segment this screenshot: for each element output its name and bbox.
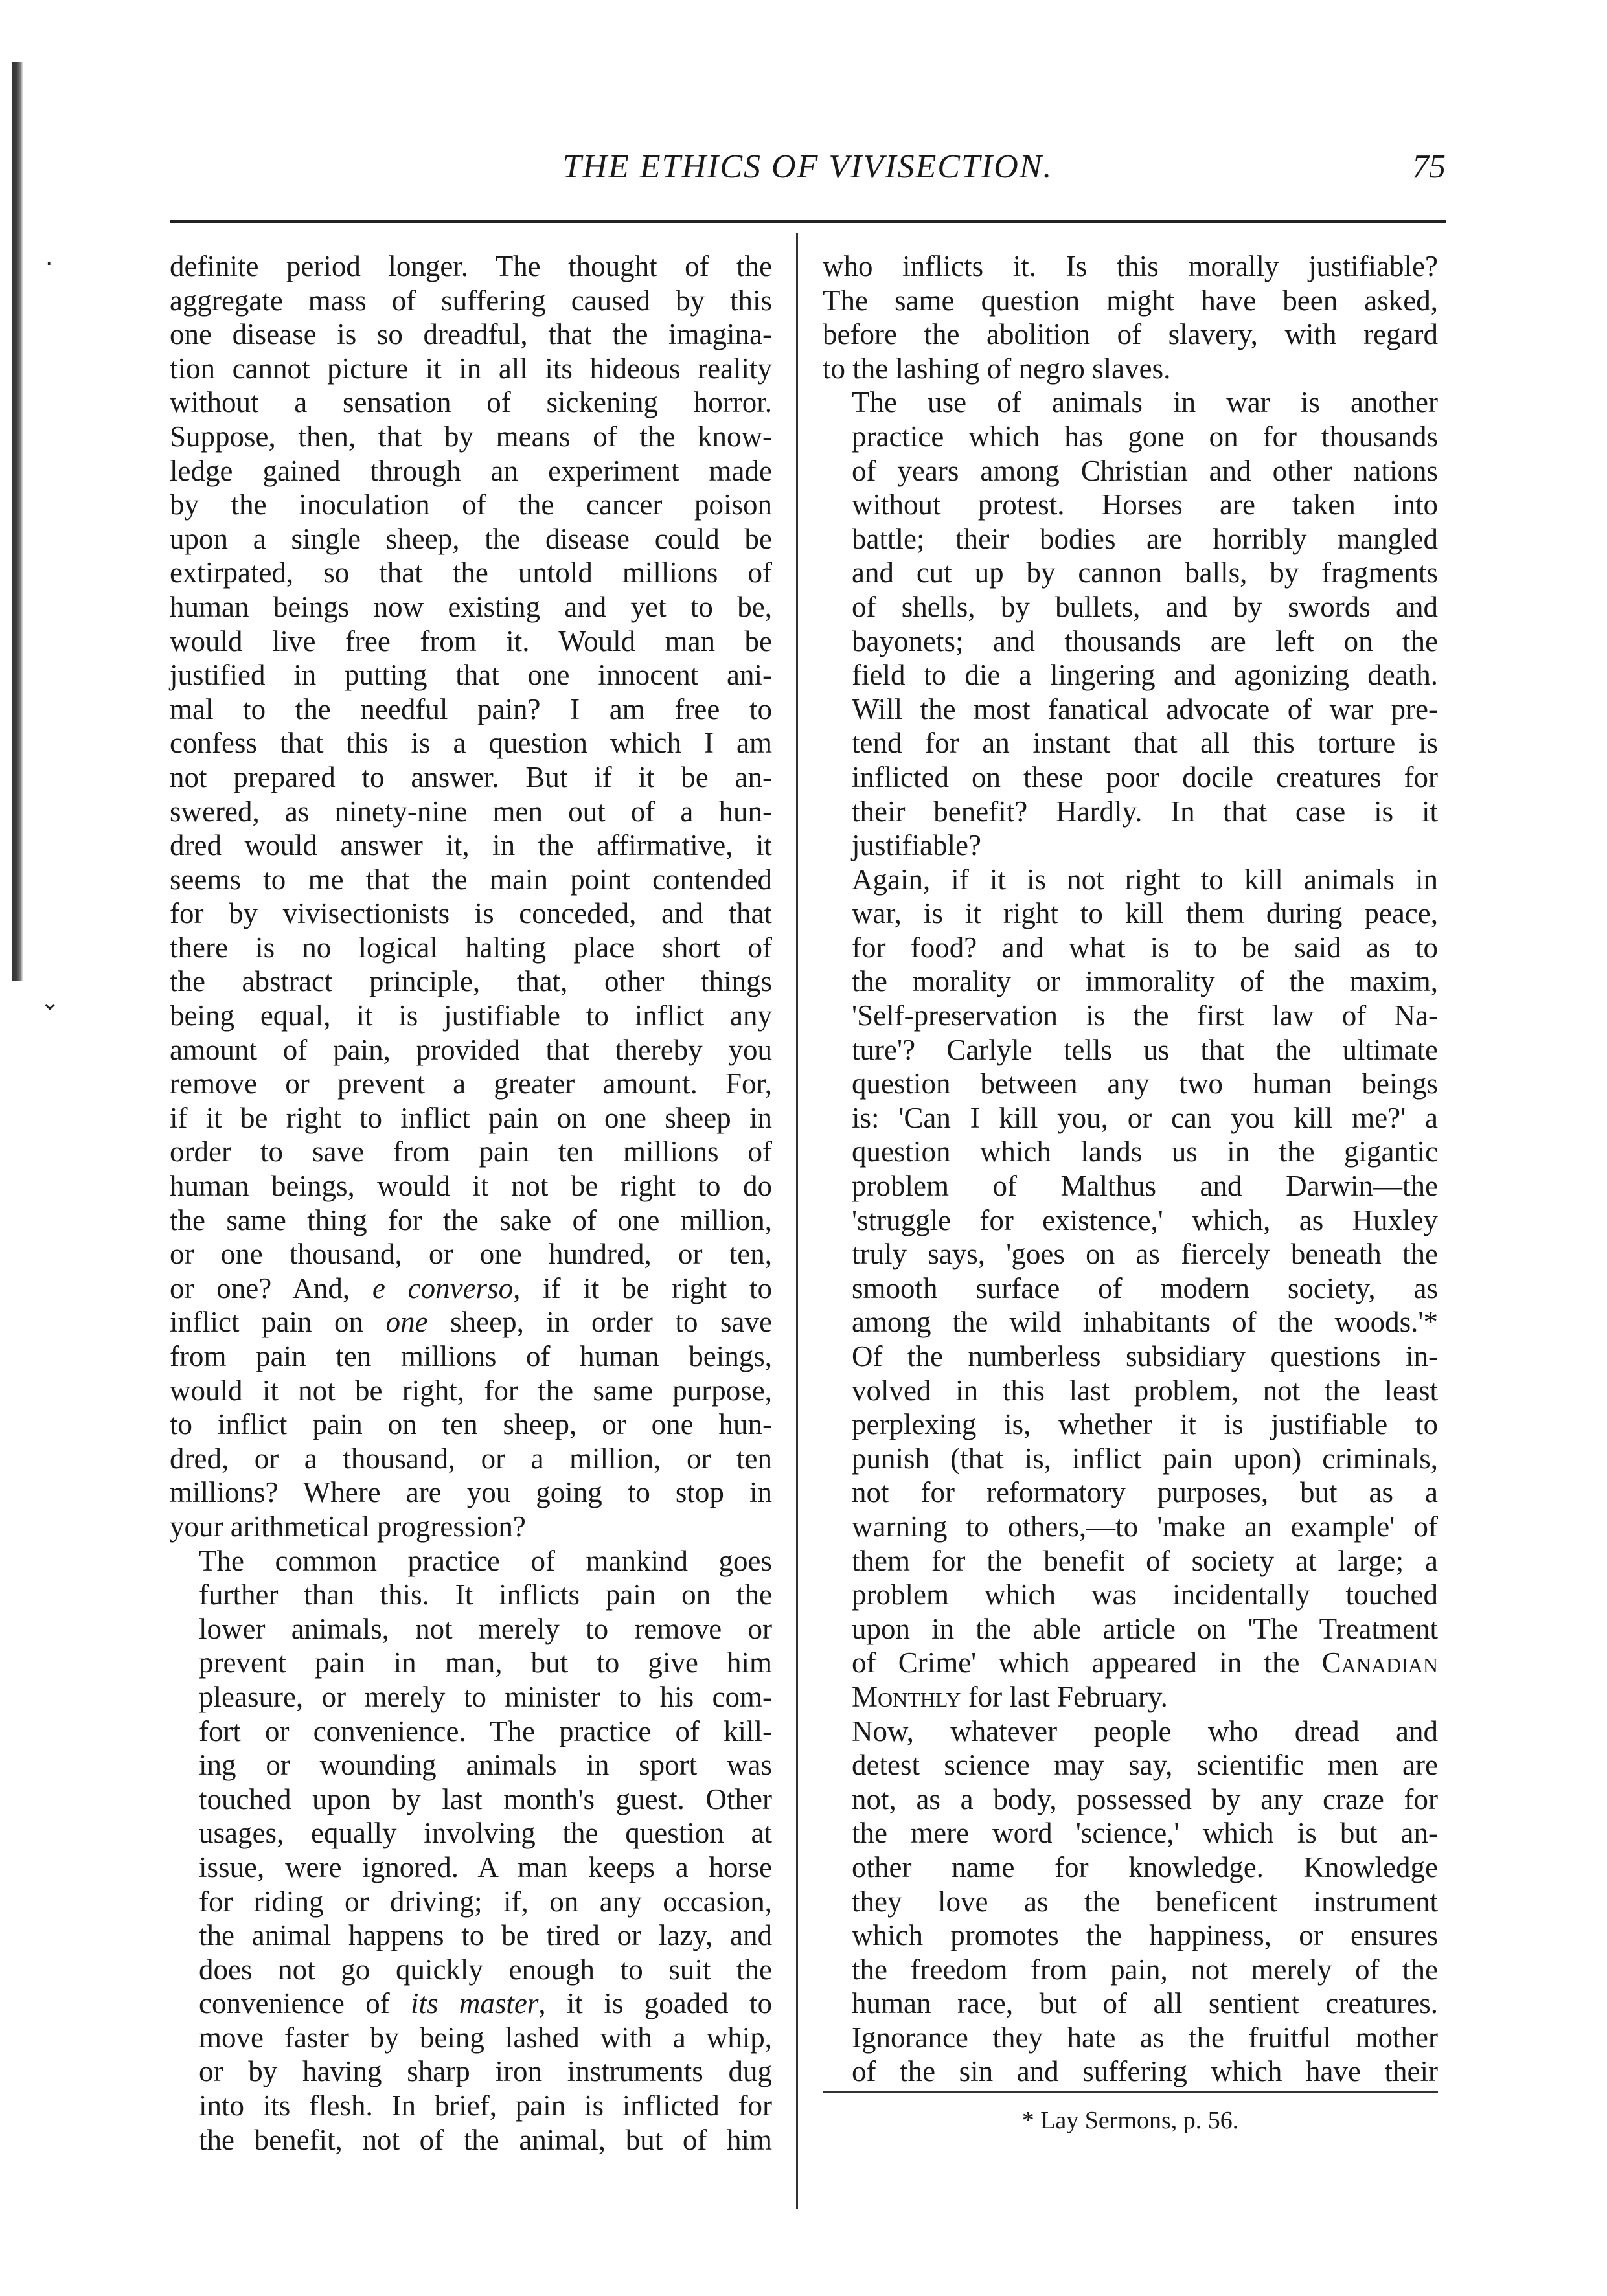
text-line: the abstract principle, that, other things	[170, 965, 772, 998]
text-line: touched upon by last month's guest. Other	[199, 1782, 772, 1815]
left-column	[170, 249, 772, 2157]
journal-name: Monthly	[852, 1680, 961, 1713]
running-title: THE ETHICS OF VIVISECTION.	[562, 148, 1053, 185]
text-line: the benefit, not of the animal, but of him	[199, 2123, 772, 2156]
header-rule	[170, 220, 1446, 223]
text-line: for by vivisectionists is conceded, and that	[170, 897, 772, 930]
text-line: there is no logical halting place short of	[170, 931, 772, 964]
text-run: or one? And,	[170, 1271, 372, 1304]
text-line: justifiable?	[852, 829, 981, 862]
text-line: they love as the beneficent instrument	[852, 1885, 1438, 1918]
text-line: issue, were ignored. A man keeps a horse	[199, 1850, 772, 1883]
text-line: without protest. Horses are taken into	[852, 488, 1438, 521]
text-line: the mere word 'science,' which is but an-	[852, 1817, 1438, 1850]
paragraph-left-2	[170, 1544, 772, 2157]
text-line: their benefit? Hardly. In that case is it	[852, 795, 1438, 828]
text-line: of shells, by bullets, and by swords and	[852, 590, 1438, 623]
text-line: ing or wounding animals in sport was	[199, 1749, 772, 1782]
text-line: Will the most fanatical advocate of war pre-	[852, 692, 1438, 725]
italic-text: e converso	[372, 1271, 514, 1304]
text-line: the animal happens to be tired or lazy, and	[199, 1919, 772, 1952]
text-line: the same thing for the sake of one million,	[170, 1203, 772, 1236]
text-line: move faster by being lashed with a whip,	[199, 2021, 772, 2054]
italic-text: one	[385, 1306, 428, 1339]
text-line	[170, 1271, 772, 1306]
paragraph-right-3	[823, 863, 1438, 1714]
footnote-rule	[823, 2091, 1438, 2093]
text-line: is: 'Can I kill you, or can you kill me?' a	[852, 1101, 1438, 1134]
text-line: lower animals, not merely to remove or	[199, 1612, 772, 1645]
text-line: ture'? Carlyle tells us that the ultimate	[852, 1033, 1438, 1066]
text-line: 'struggle for existence,' which, as Huxley	[852, 1203, 1438, 1236]
text-run: for last February.	[961, 1680, 1168, 1713]
text-line: human beings now existing and yet to be,	[170, 590, 772, 623]
text-line	[823, 1680, 1438, 1714]
text-line: your arithmetical progression?	[170, 1510, 526, 1543]
text-line: The common practice of mankind goes	[199, 1544, 772, 1577]
text-line: problem which was incidentally touched	[852, 1578, 1438, 1611]
paragraph-right-1	[823, 249, 1438, 385]
text-line: further than this. It inflicts pain on the	[199, 1578, 772, 1611]
text-line: would live free from it. Would man be	[170, 624, 772, 657]
text-line: aggregate mass of suffering caused by this	[170, 284, 772, 317]
scan-speck: ⌄	[40, 989, 60, 1016]
text-line: swered, as ninety-nine men out of a hun-	[170, 795, 772, 828]
text-line: human beings, would it not be right to do	[170, 1170, 772, 1203]
text-line: or by having sharp iron instruments dug	[199, 2055, 772, 2088]
right-column	[823, 249, 1438, 2089]
text-line: Now, whatever people who dread and	[852, 1714, 1438, 1747]
text-line: detest science may say, scientific men are	[852, 1749, 1438, 1782]
page-header	[170, 141, 1446, 193]
text-line: the freedom from pain, not merely of the	[852, 1953, 1438, 1986]
text-run: convenience of	[199, 1987, 411, 2020]
text-line	[823, 1646, 1438, 1680]
text-line: them for the benefit of society at large; a	[852, 1544, 1438, 1577]
text-line: prevent pain in man, but to give him	[199, 1646, 772, 1679]
journal-name: Canadian	[1321, 1646, 1438, 1679]
text-line: mal to the needful pain? I am free to	[170, 692, 772, 725]
text-line: definite period longer. The thought of the	[170, 250, 772, 282]
paragraph-right-2	[823, 385, 1438, 862]
text-line: not for reformatory purposes, but as a	[852, 1476, 1438, 1509]
text-line: Suppose, then, that by means of the know-	[170, 420, 772, 453]
text-line: tion cannot picture it in all its hideous reality	[170, 352, 772, 385]
text-line: dred would answer it, in the affirmative, it	[170, 829, 772, 862]
text-line: from pain ten millions of human beings,	[170, 1340, 772, 1372]
italic-text: its master	[411, 1987, 539, 2020]
text-line: Again, if it is not right to kill animals in	[852, 863, 1438, 896]
text-line	[170, 1305, 772, 1339]
text-line: war, is it right to kill them during peace,	[852, 897, 1438, 930]
text-line: not, as a body, possessed by any craze for	[852, 1782, 1438, 1815]
text-line: for riding or driving; if, on any occasion,	[199, 1885, 772, 1918]
text-line: or one thousand, or one hundred, or ten,	[170, 1238, 772, 1271]
text-line: upon in the able article on 'The Treatment	[852, 1612, 1438, 1645]
text-line: The use of animals in war is another	[852, 386, 1438, 419]
text-line: practice which has gone on for thousands	[852, 420, 1438, 453]
text-line: upon a single sheep, the disease could be	[170, 522, 772, 555]
text-line: among the wild inhabitants of the woods.'*	[852, 1306, 1438, 1339]
text-line: amount of pain, provided that thereby you	[170, 1033, 772, 1066]
text-line: ledge gained through an experiment made	[170, 454, 772, 487]
text-line: inflicted on these poor docile creatures for	[852, 760, 1438, 793]
text-line: usages, equally involving the question at	[199, 1817, 772, 1850]
text-run: sheep, in order to save	[427, 1306, 772, 1339]
text-line: field to die a lingering and agonizing death.	[852, 659, 1438, 692]
text-line: truly says, 'goes on as fiercely beneath the	[852, 1238, 1438, 1271]
footnote: * Lay Sermons, p. 56.	[1021, 2107, 1239, 2134]
text-line: human race, but of all sentient creatures.	[852, 1987, 1438, 2020]
text-line: punish (that is, inflict pain upon) criminals,	[852, 1442, 1438, 1475]
text-run: inflict pain on	[170, 1306, 386, 1339]
text-line: justified in putting that one innocent ani-	[170, 659, 772, 692]
text-line: question which lands us in the gigantic	[852, 1135, 1438, 1168]
text-line: The same question might have been asked,	[823, 284, 1438, 317]
binding-shadow	[12, 62, 23, 981]
text-line: 'Self-preservation is the first law of Na-	[852, 999, 1438, 1032]
text-line: for food? and what is to be said as to	[852, 931, 1438, 964]
text-line: to the lashing of negro slaves.	[823, 352, 1171, 385]
text-line: Of the numberless subsidiary questions in-	[852, 1340, 1438, 1372]
text-line: before the abolition of slavery, with regard	[823, 318, 1438, 351]
text-line: and cut up by cannon balls, by fragments	[852, 556, 1438, 589]
text-line: volved in this last problem, not the least	[852, 1374, 1438, 1407]
text-line: perplexing is, whether it is justifiable to	[852, 1408, 1438, 1441]
text-line: to inflict pain on ten sheep, or one hun-	[170, 1408, 772, 1441]
text-line: does not go quickly enough to suit the	[199, 1953, 772, 1986]
text-line: extirpated, so that the untold millions of	[170, 556, 772, 589]
text-line: smooth surface of modern society, as	[852, 1271, 1438, 1304]
text-line: dred, or a thousand, or a million, or ten	[170, 1442, 772, 1475]
text-line: millions? Where are you going to stop in	[170, 1476, 772, 1509]
text-line: order to save from pain ten millions of	[170, 1135, 772, 1168]
text-line: pleasure, or merely to minister to his com-	[199, 1680, 772, 1713]
text-line: question between any two human beings	[852, 1067, 1438, 1100]
text-line	[170, 1986, 772, 2021]
text-line: problem of Malthus and Darwin—the	[852, 1170, 1438, 1203]
text-line: of years among Christian and other nations	[852, 454, 1438, 487]
text-line: fort or convenience. The practice of kill-	[199, 1714, 772, 1747]
text-line: confess that this is a question which I am	[170, 727, 772, 760]
text-line: would it not be right, for the same purpose,	[170, 1374, 772, 1407]
text-line: warning to others,—to 'make an example' of	[852, 1510, 1438, 1543]
text-line: if it be right to inflict pain on one sheep in	[170, 1101, 772, 1134]
paragraph-right-4	[823, 1714, 1438, 2089]
text-line: seems to me that the main point contended	[170, 863, 772, 896]
text-line: who inflicts it. Is this morally justifiable?	[823, 250, 1438, 282]
column-divider	[796, 233, 798, 2209]
text-line: into its flesh. In brief, pain is inflicted for	[199, 2089, 772, 2122]
text-line: tend for an instant that all this torture is	[852, 727, 1438, 760]
scan-speck: ·	[45, 251, 53, 277]
text-line: one disease is so dreadful, that the imagina-	[170, 318, 772, 351]
text-line: which promotes the happiness, or ensures	[852, 1919, 1438, 1952]
text-line: Ignorance they hate as the fruitful mother	[852, 2021, 1438, 2054]
text-line: of the sin and suffering which have their	[852, 2055, 1438, 2088]
text-line: being equal, it is justifiable to inflict any	[170, 999, 772, 1032]
text-run: , if it be right to	[513, 1271, 773, 1304]
text-line: remove or prevent a greater amount. For,	[170, 1067, 772, 1100]
text-line: without a sensation of sickening horror.	[170, 386, 772, 419]
text-line: the morality or immorality of the maxim,	[852, 965, 1438, 998]
text-line: not prepared to answer. But if it be an-	[170, 760, 772, 793]
text-line: battle; their bodies are horribly mangled	[852, 522, 1438, 555]
text-run: , it is goaded to	[538, 1987, 772, 2020]
page-number: 75	[1412, 148, 1446, 185]
paragraph-left-1	[170, 249, 772, 1544]
text-line: other name for knowledge. Knowledge	[852, 1850, 1438, 1883]
text-run: of Crime' which appeared in the	[852, 1646, 1322, 1679]
text-line: by the inoculation of the cancer poison	[170, 488, 772, 521]
text-line: bayonets; and thousands are left on the	[852, 624, 1438, 657]
